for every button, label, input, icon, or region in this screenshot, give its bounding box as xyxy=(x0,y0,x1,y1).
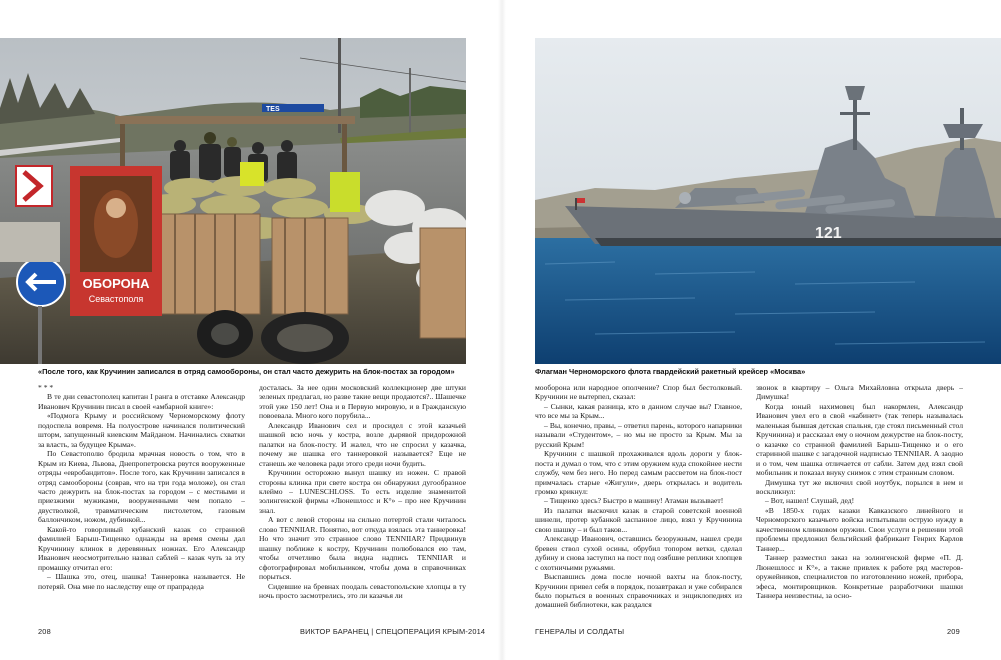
paragraph: Кручинин осторожно вынул шашку из ножен. С правой стороны клинка при свете костра он обнаружил дугообразное клеймо – LUNESCHLOSS. То есть изделие знаменитой золингенской фирмы «Люнешлосс и К°» – про нее Кручинин знал. xyxy=(259,468,466,515)
paragraph: Александр Иванович, оставшись безоружным, нашел среди бревен ствол сухой осины, обрубил топором ветки, сделал дубину и снова заступил на пост под озябшие реплики хлопцев с охотничьими ружьями. xyxy=(535,534,742,572)
text-column-1 xyxy=(38,383,245,621)
paragraph: мооборона или народное ополчение? Спор был бестолковый. Кручинин не вытерпел, сказал: xyxy=(535,383,742,402)
running-head-left: ВИКТОР БАРАНЕЦ | СПЕЦОПЕРАЦИЯ КРЫМ-2014 xyxy=(300,627,486,636)
paragraph: – Тищенко здесь? Быстро в машину! Атаман вызывает! xyxy=(544,496,724,506)
paragraph: Выспавшись дома после ночной вахты на блок-посту, Кручинин привел себя в порядок, позавтракал и уже собирался было порыться в военных справочниках и энциклопедиях из домашней библиотеки, как раздался xyxy=(535,572,742,610)
paragraph: – Вы, конечно, правы, – ответил парень, которого напарники называли «Студентом», – но мы не просто за Крым. Мы за русский Крым! xyxy=(535,420,742,449)
checkpoint-photo xyxy=(0,38,466,364)
text-column-3 xyxy=(535,383,742,621)
hull-number: 121 xyxy=(815,225,842,242)
right-photo-caption: Флагман Черноморского флота гвардейский ракетный крейсер «Москва» xyxy=(535,367,806,376)
paragraph: Сидевшие на бревнах поодаль севастопольские хлопцы в ту ночь просто засмотрелись, это ли казачья ли xyxy=(259,581,466,600)
left-photo-caption: «После того, как Кручинин записался в отряд самообороны, он стал часто дежурить на блок-постах за городом» xyxy=(38,367,455,376)
paragraph: Александр Иванович сел и просидел с этой казачьей шашкой всю ночь у костра, возле дырявой придорожной палатки на блок-посту. И жалел, что не спросил у казачка, почему же шашка его таннеровкой называется? Еще не станешь же человека ради этого среди ночи будить. xyxy=(259,420,466,468)
paragraph: Димушка тут же включил свой ноутбук, порылся в нем и воскликнул: xyxy=(756,477,963,496)
paragraph: А вот с левой стороны на сильно потертой стали читалось слово TENNIIAR. Понятно, вот откуда взялась эта таннеровка! Но что значит это странное слово TENNIIAR? Придвинув шашку поближе к костру, Кручинин полюбовался ею там, чтобы отчетливо была видна надпись TENNIIAR и сфотографировал мобильником, чтобы дома в справочниках порыться. xyxy=(259,515,466,582)
paragraph: * * * xyxy=(38,383,54,392)
paragraph: Когда юный нахимовец был накормлен, Александр Иванович увел его в свой «кабинет» (так теперь называлась маленькая бывшая детская спальня, где стоял письменный стол Кручинина) и рассказал ему о ночном дежурстве на блок-посту, о казачке со странной фамилией Барыш-Тищенко и о его старинной шашке с загадочной надписью TENNIIAR. А заодно и о том, чем шашка отличается от сабли. Затем дед взял свой мобильник и показал внуку снимок с этим странным словом. xyxy=(756,401,963,478)
text-column-2 xyxy=(259,383,466,621)
paragraph: – Вот, нашел! Слушай, дед! xyxy=(765,496,855,506)
paragraph: В те дни севастополец капитан I ранга в отставке Александр Иванович Кручинин писал в своей «амбарной книге»: xyxy=(38,392,245,411)
cruiser-photo xyxy=(535,38,1001,364)
paragraph: звонок в квартиру – Ольга Михайловна открыла дверь – Димушка! xyxy=(756,383,963,402)
tes-sign-text: TES xyxy=(266,106,280,113)
running-head-right: ГЕНЕРАЛЫ И СОЛДАТЫ xyxy=(535,627,625,636)
paragraph: Какой-то говорливый кубанский казак со странной фамилией Барыш-Тищенко однажды на время смены дал Кручинину клинок в деревянных ножнах. Его Александр Иванович неосмотрительно назвал саблей – казак чуть за эту промашку отчитал его: xyxy=(38,524,245,572)
paragraph: Из палатки выскочил казак в старой советской военной шинели, протер кубанкой заспанное лицо, взял у Кручинина свою шашку – и был таков... xyxy=(535,505,742,534)
page-gutter xyxy=(498,0,506,660)
paragraph: По Севастополю бродила мрачная новость о том, что в Крым из Киева, Львова, Днепропетровска рвутся вооруженные отряды «евробандитов». После того, как Кручинин записался в отряд самообороны (соврав, что на три года моложе), он стал часто дежурить на блок-постах за городом – с местными и приезжими мужиками, вооруженными чем попало – двустволкой, травматическим пистолетом, газовым баллончиком, ножом, дубинкой... xyxy=(38,449,245,525)
paragraph: Кручинин с шашкой прохаживался вдоль дороги у блок-поста и думал о том, что с этим оружием куда спокойнее нести службу, чем без него. Но перед самым рассветом на блок-пост примчалась старые «Жигули», дверь открылась и водитель громко крикнул: xyxy=(535,449,742,496)
page-number-left: 208 xyxy=(38,627,51,636)
paragraph: Таннер разместил заказ на золингенской фирме «П. Д. Люнешлосс и К°», а также привлек к работе ряд мастеров-оружейников, специалистов по изготовлению ножей, прибора, эфеса, монтировщиков. Конкретные разработчики шашки Таннера неизвестны, за осно- xyxy=(756,553,963,600)
icon-oborona-text: ОБОРОНА xyxy=(82,276,150,291)
paragraph: – Шашка это, отец, шашка! Таннеровка называется. Не потеряй. Она мне по наследству еще от прапрадеда xyxy=(38,572,245,591)
paragraph: – Сынки, какая разница, кто в данном случае вы? Главное, что все мы за Крым... xyxy=(535,401,742,421)
paragraph: «Подмога Крыму и российскому Черноморскому флоту подоспела вовремя. На полуострове начинался политический шторм, запущенный киевским Майданом. Начинались схватки за власть, за будущее Крыма». xyxy=(38,411,245,449)
text-column-4 xyxy=(756,383,963,621)
paragraph: «В 1850-х годах казаки Кавказского линейного и Черноморского казачьего войска испытывали острую нужду в качественном клинковом оружии. Свои услуги в решении этой проблемы предложил бельгийский фабрикант Генрих Карлов Таннер... xyxy=(756,505,963,553)
page-number-right: 209 xyxy=(947,627,960,636)
paragraph: досталась. За нее один московский коллекционер две штуки зеленых предлагал, но разве такие вещи продаются?.. Шашечке этой уже 150 лет! Она и в Первую мировую, и в Гражданскую повоевала. Много кого порубила... xyxy=(259,383,466,421)
icon-city-text: Севастополя xyxy=(88,294,144,304)
